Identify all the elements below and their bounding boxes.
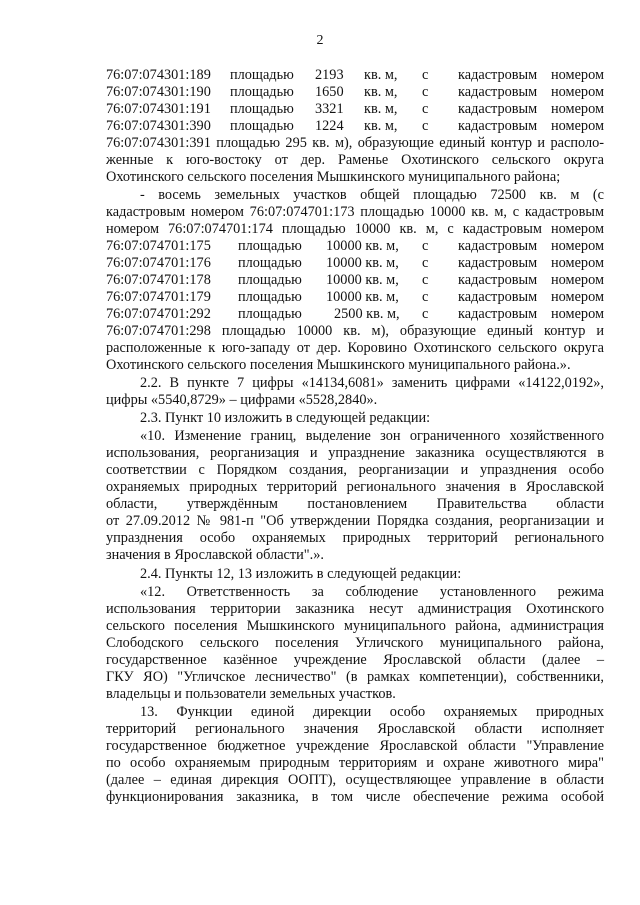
text-line: использования территории заказника несут администрация Охотинского <box>106 601 604 617</box>
text-line: Охотинского сельского поселения Мышкинского муниципального района; <box>106 169 561 185</box>
preposition: с <box>422 255 429 271</box>
area-value: 1650 <box>315 84 344 100</box>
preposition: с <box>422 238 429 254</box>
cadastre-row <box>106 67 604 85</box>
cadastre-row <box>106 289 604 307</box>
area-value: 10000 кв. м, <box>326 289 399 305</box>
cadastre-row <box>106 238 604 256</box>
area-word: площадью <box>230 67 294 83</box>
paragraph-12: «12. Ответственность за соблюдение установленного режима <box>140 584 604 600</box>
number-word: номером <box>551 238 604 254</box>
preposition: с <box>422 272 429 288</box>
text-line: значения в Ярославской области".». <box>106 547 324 563</box>
paragraph-13: 13. Функции единой дирекции особо охраняемых природных <box>140 704 604 720</box>
text-line: владельцы и пользователи земельных участков. <box>106 686 396 702</box>
text-line: охраняемых природных территорий регионального значения в Ярославской <box>106 479 604 495</box>
number-word: номером <box>551 289 604 305</box>
cadastre-number: 76:07:074701:176 <box>106 255 211 271</box>
preposition: с <box>422 118 429 134</box>
number-word: номером <box>551 67 604 83</box>
paragraph-2-3: 2.3. Пункт 10 изложить в следующей редакции: <box>140 410 431 426</box>
cadastre-number: 76:07:074701:178 <box>106 272 211 288</box>
text-line: от 27.09.2012 № 981-п "Об утверждении Порядка создания, реорганизации и <box>106 513 604 529</box>
cadastre-label: кадастровым <box>458 84 538 100</box>
cadastre-number: 76:07:074701:292 <box>106 306 211 322</box>
paragraph-2-4: 2.4. Пункты 12, 13 изложить в следующей редакции: <box>140 566 462 582</box>
cadastre-row <box>106 101 604 119</box>
cadastre-number: 76:07:074301:390 <box>106 118 211 134</box>
paragraph-2-2: 2.2. В пункте 7 цифры «14134,6081» заменить цифрами «14122,0192», <box>140 375 604 391</box>
number-word: номером <box>551 101 604 117</box>
area-word: площадью <box>238 306 302 322</box>
cadastre-label: кадастровым <box>458 306 538 322</box>
cadastre-label: кадастровым <box>458 67 538 83</box>
text-line: цифры «5540,8729» – цифрами «5528,2840». <box>106 392 378 408</box>
area-unit: кв. м, <box>364 101 398 117</box>
text-line: использования, реорганизация и упразднение заказника осуществляются в <box>106 445 604 461</box>
cadastre-label: кадастровым <box>458 289 538 305</box>
text-line: по особо охраняемым природным территориям и охране животного мира" <box>106 755 604 771</box>
cadastre-number: 76:07:074301:191 <box>106 101 211 117</box>
cadastre-number: 76:07:074701:175 <box>106 238 211 254</box>
text-line: области, утверждённым постановлением Правительства области <box>106 496 604 512</box>
text-line: государственное бюджетное учреждение Ярославской области "Управление <box>106 738 604 754</box>
text-line: функционирования заказника, в том числе обеспечение режима особой <box>106 789 604 805</box>
cadastre-row <box>106 255 604 273</box>
preposition: с <box>422 84 429 100</box>
area-word: площадью <box>238 238 302 254</box>
preposition: с <box>422 67 429 83</box>
area-value: 2193 <box>315 67 344 83</box>
number-word: номером <box>551 306 604 322</box>
area-value: 10000 кв. м, <box>326 238 399 254</box>
text-line: государственное казённое учреждение Ярославской области (далее – <box>106 652 604 668</box>
text-line: (далее – единая дирекция ООПТ), осуществляющее управление в области <box>106 772 604 788</box>
page-number: 2 <box>316 33 324 48</box>
cadastre-label: кадастровым <box>458 118 538 134</box>
text-line: женные к юго-востоку от дер. Раменье Охотинского сельского округа <box>106 152 604 168</box>
area-word: площадью <box>230 101 294 117</box>
area-word: площадью <box>230 118 294 134</box>
area-value: 1224 <box>315 118 344 134</box>
text-line: кадастровым номером 76:07:074701:173 площадью 10000 кв. м, с кадастровым <box>106 204 604 220</box>
area-unit: кв. м, <box>364 118 398 134</box>
number-word: номером <box>551 255 604 271</box>
text-line: ГКУ ЯО) "Угличское лесничество" (в рамках компетенции), собственники, <box>106 669 604 685</box>
cadastre-row <box>106 272 604 290</box>
text-line: упразднения особо охраняемых природных территорий регионального <box>106 530 604 546</box>
text-line: сельского поселения Мышкинского муниципального района, администрация <box>106 618 604 634</box>
area-value: 3321 <box>315 101 344 117</box>
cadastre-number: 76:07:074301:190 <box>106 84 211 100</box>
text-line: номером 76:07:074701:174 площадью 10000 кв. м, с кадастровым номером <box>106 221 604 237</box>
cadastre-row <box>106 306 604 324</box>
preposition: с <box>422 101 429 117</box>
area-word: площадью <box>238 289 302 305</box>
cadastre-number: 76:07:074701:179 <box>106 289 211 305</box>
cadastre-number: 76:07:074301:189 <box>106 67 211 83</box>
number-word: номером <box>551 84 604 100</box>
cadastre-label: кадастровым <box>458 255 538 271</box>
cadastre-label: кадастровым <box>458 238 538 254</box>
area-value: 10000 кв. м, <box>326 255 399 271</box>
preposition: с <box>422 306 429 322</box>
text-line: территорий регионального значения Ярославской области исполняет <box>106 721 604 737</box>
area-unit: кв. м, <box>364 67 398 83</box>
text-line: Охотинского сельского поселения Мышкинского муниципального района.». <box>106 357 571 373</box>
list-item-text: - восемь земельных участков общей площадью 72500 кв. м (с <box>140 187 604 203</box>
cadastre-label: кадастровым <box>458 101 538 117</box>
number-word: номером <box>551 118 604 134</box>
text-line: соответствии с Порядком создания, реорганизации и упразднения особо <box>106 462 604 478</box>
cadastre-label: кадастровым <box>458 272 538 288</box>
text-line: Слободского сельского поселения Угличского муниципального района, <box>106 635 604 651</box>
area-word: площадью <box>238 272 302 288</box>
cadastre-row <box>106 84 604 102</box>
text-line: 76:07:074301:391 площадью 295 кв. м), образующие единый контур и располо- <box>106 135 604 151</box>
paragraph-10: «10. Изменение границ, выделение зон ограниченного хозяйственного <box>140 428 604 444</box>
area-value: 10000 кв. м, <box>326 272 399 288</box>
area-word: площадью <box>238 255 302 271</box>
cadastre-row <box>106 118 604 136</box>
text-line: 76:07:074701:298 площадью 10000 кв. м), образующие единый контур и <box>106 323 604 339</box>
area-word: площадью <box>230 84 294 100</box>
area-unit: кв. м, <box>364 84 398 100</box>
text-line: расположенные к юго-западу от дер. Коровино Охотинского сельского округа <box>106 340 604 356</box>
preposition: с <box>422 289 429 305</box>
area-value: 2500 кв. м, <box>334 306 400 322</box>
number-word: номером <box>551 272 604 288</box>
